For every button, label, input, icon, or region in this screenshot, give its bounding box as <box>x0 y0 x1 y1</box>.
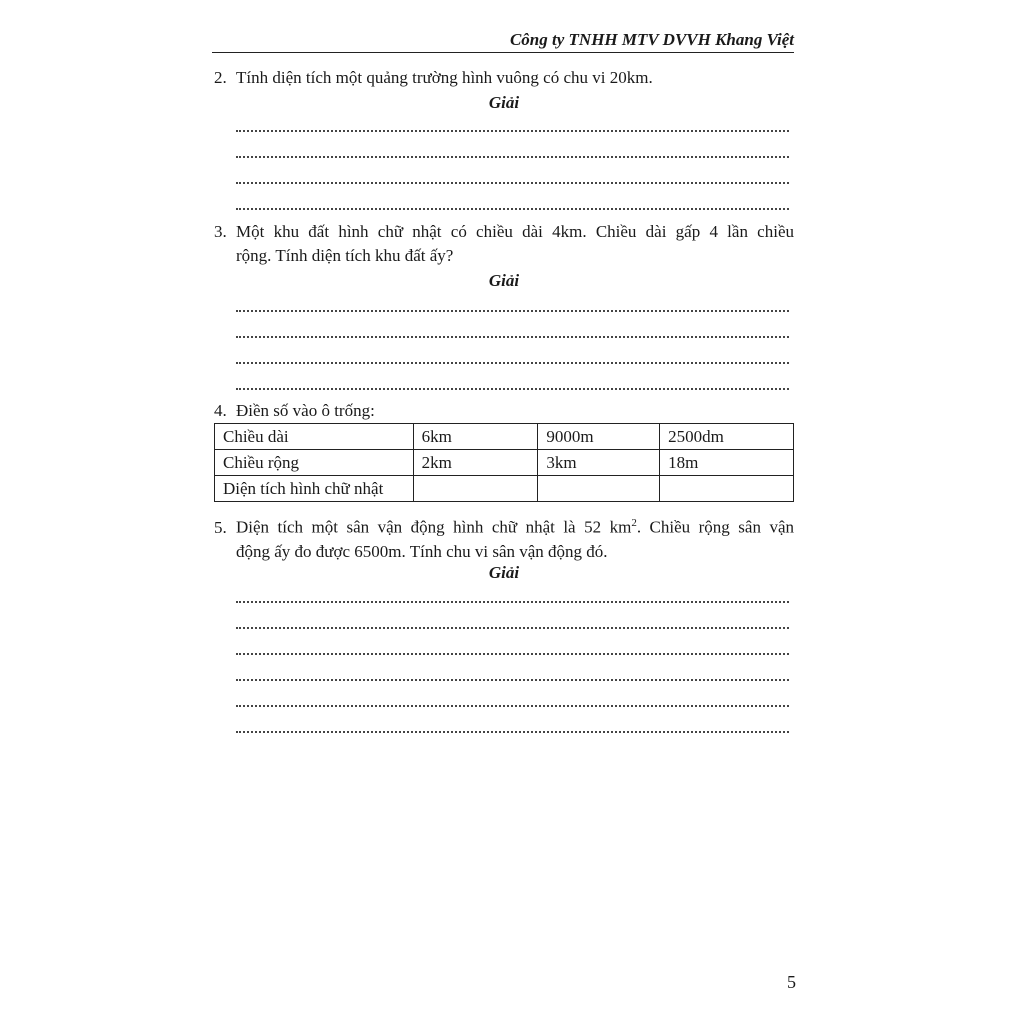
page-number: 5 <box>787 972 796 992</box>
question-text: Tính diện tích một quảng trường hình vuông có chu vi 20km. <box>236 68 653 87</box>
answer-line <box>236 182 789 184</box>
answer-line <box>236 679 789 681</box>
row-label: Chiều rộng <box>215 450 414 476</box>
answer-line <box>236 731 789 733</box>
question-number: 5. <box>214 517 227 537</box>
question-text-line1: Một khu đất hình chữ nhật có chiều dài 4km. Chiều dài gấp 4 lần chiều <box>236 222 794 241</box>
table-row <box>215 476 794 502</box>
table-cell-blank <box>660 476 794 502</box>
table-cell: 6km <box>413 424 538 450</box>
question-5 <box>214 511 794 564</box>
page-header-publisher: Công ty TNHH MTV DVVH Khang Việt <box>212 30 794 53</box>
answer-line <box>236 705 789 707</box>
answer-line <box>236 156 789 158</box>
solution-heading: Giải <box>488 563 520 582</box>
fill-in-table <box>214 423 794 502</box>
question-number: 3. <box>214 222 227 241</box>
question-text: Điền số vào ô trống: <box>236 401 375 420</box>
question-3 <box>214 220 794 268</box>
question-4 <box>214 399 794 423</box>
table-cell: 9000m <box>538 424 660 450</box>
table-cell: 2500dm <box>660 424 794 450</box>
answer-line <box>236 130 789 132</box>
solution-heading: Giải <box>488 93 520 112</box>
question-text-line1: Diện tích một sân vận động hình chữ nhật là 52 km <box>236 517 632 537</box>
answer-line <box>236 336 789 338</box>
question-text-line2: động ấy đo được 6500m. Tính chu vi sân vận động đó. <box>236 541 608 561</box>
table-cell: 18m <box>660 450 794 476</box>
solution-heading: Giải <box>488 271 520 290</box>
answer-line <box>236 208 789 210</box>
question-number: 2. <box>214 68 227 87</box>
table-row <box>215 450 794 476</box>
question-number: 4. <box>214 401 227 420</box>
question-text-line2: rộng. Tính diện tích khu đất ấy? <box>236 246 454 265</box>
answer-line <box>236 362 789 364</box>
row-label: Diện tích hình chữ nhật <box>215 476 414 502</box>
answer-line <box>236 653 789 655</box>
table-cell-blank <box>413 476 538 502</box>
answer-line <box>236 627 789 629</box>
table-cell: 3km <box>538 450 660 476</box>
question-text-line1-end: . Chiều rộng sân vận <box>636 517 794 537</box>
row-label: Chiều dài <box>215 424 414 450</box>
superscript-squared: 2 <box>631 517 637 529</box>
table-row <box>215 424 794 450</box>
table-cell-blank <box>538 476 660 502</box>
question-2 <box>214 66 794 90</box>
table-cell: 2km <box>413 450 538 476</box>
answer-line <box>236 310 789 312</box>
answer-line <box>236 601 789 603</box>
answer-line <box>236 388 789 390</box>
